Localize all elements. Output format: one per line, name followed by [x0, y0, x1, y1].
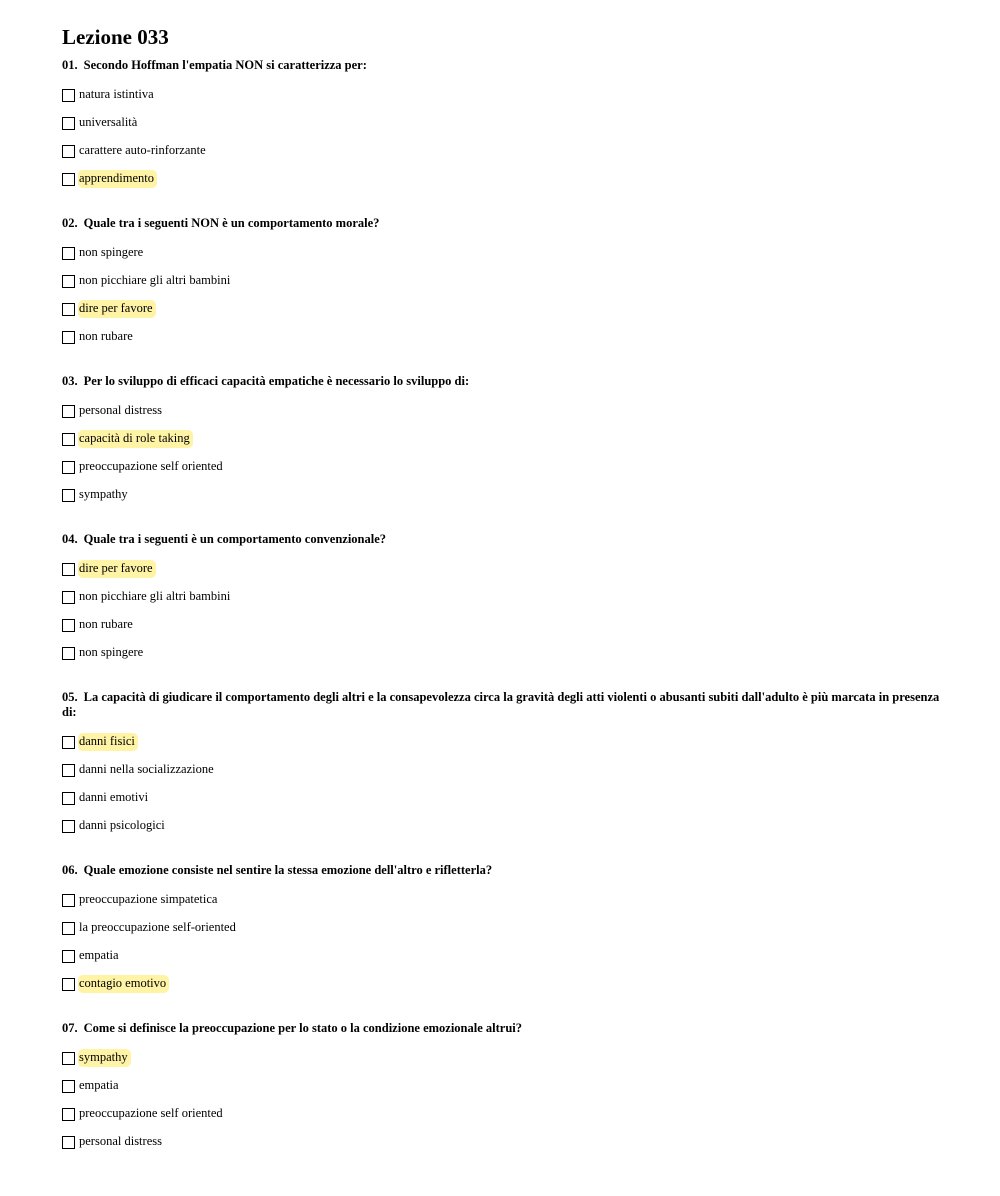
- answer-checkbox[interactable]: [62, 820, 75, 833]
- answer-option[interactable]: [62, 1072, 942, 1100]
- answer-option[interactable]: [62, 109, 942, 137]
- answer-option[interactable]: [62, 756, 942, 784]
- highlighted-answer-label: capacità di role taking: [78, 430, 193, 448]
- answer-label: preoccupazione self oriented: [79, 459, 223, 473]
- question-prompt: Come si definisce la preoccupazione per lo stato o la condizione emozionale altrui?: [83, 1021, 523, 1035]
- answer-option[interactable]: [62, 81, 942, 109]
- question-number: 05.: [62, 690, 78, 704]
- answer-checkbox[interactable]: [62, 331, 75, 344]
- answer-checkbox[interactable]: [62, 563, 75, 576]
- answer-option[interactable]: [62, 942, 942, 970]
- quiz-document: [62, 22, 942, 1156]
- answer-checkbox[interactable]: [62, 792, 75, 805]
- answer-checkbox[interactable]: [62, 922, 75, 935]
- answer-label: carattere auto-rinforzante: [79, 143, 206, 157]
- answer-checkbox[interactable]: [62, 1052, 75, 1065]
- answer-option[interactable]: [62, 453, 942, 481]
- answer-option[interactable]: [62, 137, 942, 165]
- answer-label: personal distress: [79, 403, 162, 417]
- answer-option[interactable]: [62, 639, 942, 667]
- question-list: [62, 58, 942, 1156]
- answer-label: preoccupazione self oriented: [79, 1106, 223, 1120]
- answer-checkbox[interactable]: [62, 89, 75, 102]
- question-4: [62, 532, 942, 667]
- answer-checkbox[interactable]: [62, 764, 75, 777]
- highlighted-answer-label: sympathy: [78, 1049, 131, 1067]
- question-3: [62, 374, 942, 509]
- question-prompt: Quale tra i seguenti NON è un comportamento morale?: [83, 216, 380, 230]
- answer-option[interactable]: [62, 1100, 942, 1128]
- answer-option[interactable]: [62, 267, 942, 295]
- question-number: 01.: [62, 58, 78, 72]
- answer-checkbox[interactable]: [62, 405, 75, 418]
- answer-checkbox[interactable]: [62, 736, 75, 749]
- answer-checkbox[interactable]: [62, 1080, 75, 1093]
- answer-label: empatia: [79, 948, 119, 962]
- answer-option[interactable]: [62, 555, 942, 583]
- question-text: [62, 58, 942, 73]
- question-number: 03.: [62, 374, 78, 388]
- highlighted-answer-label: dire per favore: [78, 300, 156, 318]
- answer-checkbox[interactable]: [62, 117, 75, 130]
- answer-checkbox[interactable]: [62, 978, 75, 991]
- question-7: [62, 1021, 942, 1156]
- answer-option[interactable]: [62, 914, 942, 942]
- answer-checkbox[interactable]: [62, 1108, 75, 1121]
- answer-checkbox[interactable]: [62, 1136, 75, 1149]
- answer-option[interactable]: [62, 165, 942, 193]
- answer-label: universalità: [79, 115, 138, 129]
- answer-option[interactable]: [62, 1044, 942, 1072]
- question-1: [62, 58, 942, 193]
- answer-label: danni psicologici: [79, 818, 165, 832]
- answer-option[interactable]: [62, 970, 942, 998]
- answer-checkbox[interactable]: [62, 647, 75, 660]
- answer-checkbox[interactable]: [62, 894, 75, 907]
- answer-label: sympathy: [79, 487, 128, 501]
- answer-label: danni emotivi: [79, 790, 149, 804]
- highlighted-answer-label: dire per favore: [78, 560, 156, 578]
- question-number: 07.: [62, 1021, 78, 1035]
- page-title: Lezione 033: [62, 25, 169, 49]
- question-text: [62, 690, 942, 720]
- answer-checkbox[interactable]: [62, 461, 75, 474]
- answer-checkbox[interactable]: [62, 591, 75, 604]
- question-text: [62, 532, 942, 547]
- answer-checkbox[interactable]: [62, 275, 75, 288]
- answer-option[interactable]: [62, 583, 942, 611]
- answer-option[interactable]: [62, 425, 942, 453]
- question-number: 04.: [62, 532, 78, 546]
- answer-checkbox[interactable]: [62, 303, 75, 316]
- question-text: [62, 216, 942, 231]
- answer-checkbox[interactable]: [62, 173, 75, 186]
- question-2: [62, 216, 942, 351]
- answer-label: non rubare: [79, 329, 133, 343]
- highlighted-answer-label: danni fisici: [78, 733, 138, 751]
- answer-checkbox[interactable]: [62, 145, 75, 158]
- answer-label: empatia: [79, 1078, 119, 1092]
- answer-option[interactable]: [62, 295, 942, 323]
- answer-label: danni nella socializzazione: [79, 762, 214, 776]
- answer-option[interactable]: [62, 784, 942, 812]
- highlighted-answer-label: apprendimento: [78, 170, 157, 188]
- answer-label: preoccupazione simpatetica: [79, 892, 218, 906]
- question-prompt: Per lo sviluppo di efficaci capacità empatiche è necessario lo sviluppo di:: [83, 374, 470, 388]
- answer-label: natura istintiva: [79, 87, 154, 101]
- question-prompt: La capacità di giudicare il comportamento degli altri e la consapevolezza circa la gravità degli atti violenti o abusanti subiti dall'adulto è più marcata in presenza di:: [62, 690, 940, 719]
- question-prompt: Secondo Hoffman l'empatia NON si caratterizza per:: [83, 58, 367, 72]
- answer-label: non picchiare gli altri bambini: [79, 589, 231, 603]
- answer-label: non picchiare gli altri bambini: [79, 273, 231, 287]
- question-prompt: Quale tra i seguenti è un comportamento convenzionale?: [83, 532, 387, 546]
- question-text: [62, 1021, 942, 1036]
- answer-checkbox[interactable]: [62, 619, 75, 632]
- question-text: [62, 374, 942, 389]
- answer-checkbox[interactable]: [62, 247, 75, 260]
- question-number: 06.: [62, 863, 78, 877]
- question-text: [62, 863, 942, 878]
- answer-label: personal distress: [79, 1134, 162, 1148]
- answer-option[interactable]: [62, 239, 942, 267]
- question-number: 02.: [62, 216, 78, 230]
- question-5: [62, 690, 942, 840]
- answer-label: non rubare: [79, 617, 133, 631]
- question-prompt: Quale emozione consiste nel sentire la stessa emozione dell'altro e rifletterla?: [83, 863, 493, 877]
- answer-option[interactable]: [62, 1128, 942, 1156]
- answer-option[interactable]: [62, 886, 942, 914]
- answer-label: non spingere: [79, 245, 144, 259]
- highlighted-answer-label: contagio emotivo: [78, 975, 169, 993]
- answer-option[interactable]: [62, 397, 942, 425]
- answer-checkbox[interactable]: [62, 489, 75, 502]
- answer-option[interactable]: [62, 728, 942, 756]
- answer-checkbox[interactable]: [62, 950, 75, 963]
- answer-option[interactable]: [62, 611, 942, 639]
- question-6: [62, 863, 942, 998]
- answer-option[interactable]: [62, 323, 942, 351]
- answer-option[interactable]: [62, 481, 942, 509]
- answer-label: non spingere: [79, 645, 144, 659]
- answer-label: la preoccupazione self-oriented: [79, 920, 236, 934]
- answer-option[interactable]: [62, 812, 942, 840]
- answer-checkbox[interactable]: [62, 433, 75, 446]
